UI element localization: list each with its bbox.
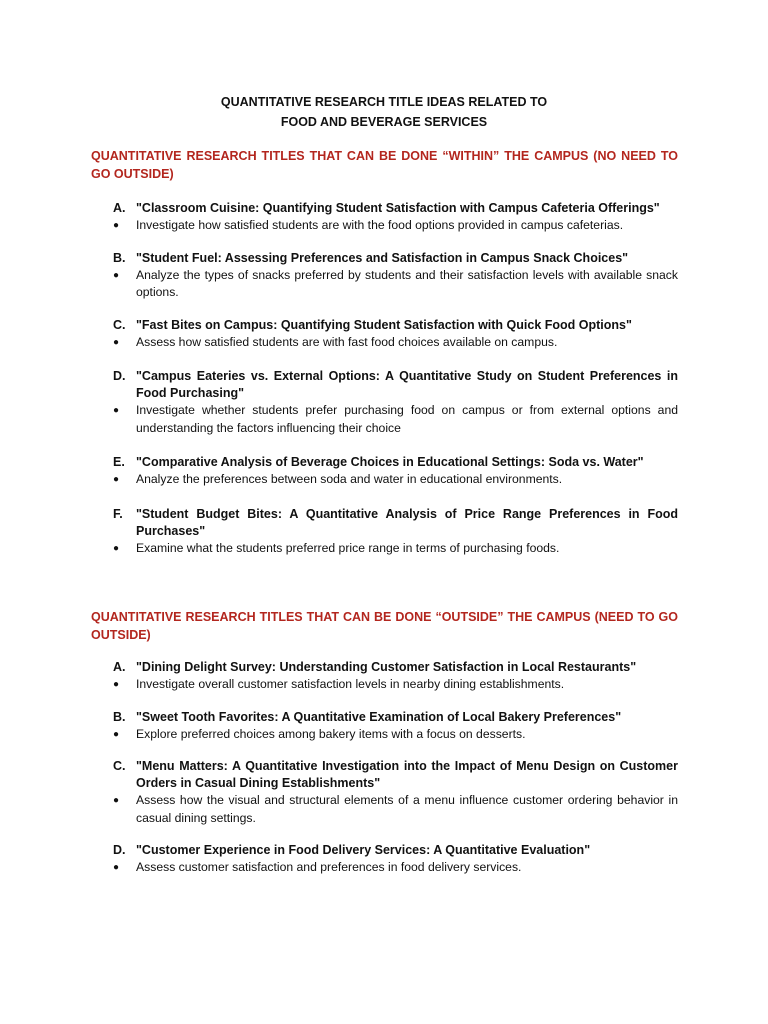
item-title: "Classroom Cuisine: Quantifying Student Satisfaction with Campus Cafeteria Offerings" <box>136 201 660 215</box>
list-item <box>91 317 678 334</box>
document-title <box>0 92 768 132</box>
bullet-icon: ● <box>113 220 120 231</box>
list-item <box>91 200 678 217</box>
list-item <box>91 250 678 267</box>
item-letter: A. <box>113 660 126 674</box>
item-letter: C. <box>113 317 126 332</box>
item-description <box>91 792 678 827</box>
item-description-text: Examine what the students preferred price range in terms of purchasing foods. <box>136 540 560 555</box>
item-letter: F. <box>113 506 123 521</box>
bullet-icon: ● <box>113 474 120 485</box>
item-letter: E. <box>113 455 125 469</box>
item-letter: A. <box>113 201 126 215</box>
item-description-text: Assess customer satisfaction and preferences in food delivery services. <box>136 860 522 874</box>
section-heading: QUANTITATIVE RESEARCH TITLES THAT CAN BE DONE “WITHIN” THE CAMPUS (NO NEED TO GO OUTSIDE) <box>91 149 678 181</box>
item-letter: B. <box>113 250 126 265</box>
list-item <box>91 842 678 859</box>
item-letter: D. <box>113 843 126 857</box>
item-description-text: Explore preferred choices among bakery items with a focus on desserts. <box>136 726 526 741</box>
item-title: "Menu Matters: A Quantitative Investigation into the Impact of Menu Design on Customer Orders in Casual Dining Establishments" <box>136 759 678 790</box>
item-description <box>91 267 678 302</box>
item-letter: D. <box>113 369 126 383</box>
item-description <box>91 402 678 437</box>
item-description <box>91 217 678 235</box>
item-title: "Comparative Analysis of Beverage Choices in Educational Settings: Soda vs. Water" <box>136 455 644 469</box>
item-description-text: Investigate how satisfied students are with the food options provided in campus cafeterias. <box>136 218 624 232</box>
bullet-icon: ● <box>113 862 120 873</box>
list-item <box>91 709 678 726</box>
item-title: "Campus Eateries vs. External Options: A Quantitative Study on Student Preferences in Food Purchasing" <box>136 369 678 400</box>
item-title: "Dining Delight Survey: Understanding Customer Satisfaction in Local Restaurants" <box>136 660 637 674</box>
item-description-text: Investigate overall customer satisfaction levels in nearby dining establishments. <box>136 677 565 691</box>
bullet-icon: ● <box>113 405 120 416</box>
item-title: "Fast Bites on Campus: Quantifying Student Satisfaction with Quick Food Options" <box>136 317 632 332</box>
bullet-icon: ● <box>113 336 120 348</box>
item-description-text: Analyze the preferences between soda and water in educational environments. <box>136 472 563 486</box>
list-item <box>91 659 678 676</box>
item-letter: C. <box>113 759 126 773</box>
item-description <box>91 726 678 744</box>
title-line-1: QUANTITATIVE RESEARCH TITLE IDEAS RELATED TO <box>220 95 548 109</box>
section-heading: QUANTITATIVE RESEARCH TITLES THAT CAN BE DONE “OUTSIDE” THE CAMPUS (NEED TO GO OUTSIDE) <box>91 610 678 642</box>
list-item <box>91 368 678 402</box>
item-description <box>91 859 678 877</box>
item-description-text: Analyze the types of snacks preferred by students and their satisfaction levels with available snack options. <box>136 267 678 299</box>
list-item <box>91 506 678 540</box>
item-description <box>91 334 678 352</box>
item-description-text: Assess how the visual and structural elements of a menu influence customer ordering behavior in casual dining settings. <box>136 793 678 825</box>
item-title: "Student Fuel: Assessing Preferences and Satisfaction in Campus Snack Choices" <box>136 250 629 265</box>
title-list <box>91 659 678 877</box>
section-within-campus <box>91 147 678 557</box>
item-description <box>91 471 678 489</box>
title-list <box>91 200 678 557</box>
bullet-icon: ● <box>113 269 120 281</box>
item-description-text: Investigate whether students prefer purchasing food on campus or from external options and understanding the factors influencing their choice <box>136 403 678 435</box>
item-letter: B. <box>113 709 126 724</box>
list-item <box>91 758 678 792</box>
item-title: "Customer Experience in Food Delivery Services: A Quantitative Evaluation" <box>136 843 591 857</box>
section-outside-campus <box>91 608 678 877</box>
item-description <box>91 676 678 694</box>
item-title: "Sweet Tooth Favorites: A Quantitative Examination of Local Bakery Preferences" <box>136 709 622 724</box>
item-title: "Student Budget Bites: A Quantitative Analysis of Price Range Preferences in Food Purchases" <box>136 506 678 538</box>
list-item <box>91 454 678 471</box>
title-line-2: FOOD AND BEVERAGE SERVICES <box>280 115 488 129</box>
bullet-icon: ● <box>113 795 120 806</box>
item-description <box>91 540 678 558</box>
bullet-icon: ● <box>113 542 120 554</box>
bullet-icon: ● <box>113 728 120 740</box>
bullet-icon: ● <box>113 679 120 690</box>
item-description-text: Assess how satisfied students are with fast food choices available on campus. <box>136 334 558 349</box>
